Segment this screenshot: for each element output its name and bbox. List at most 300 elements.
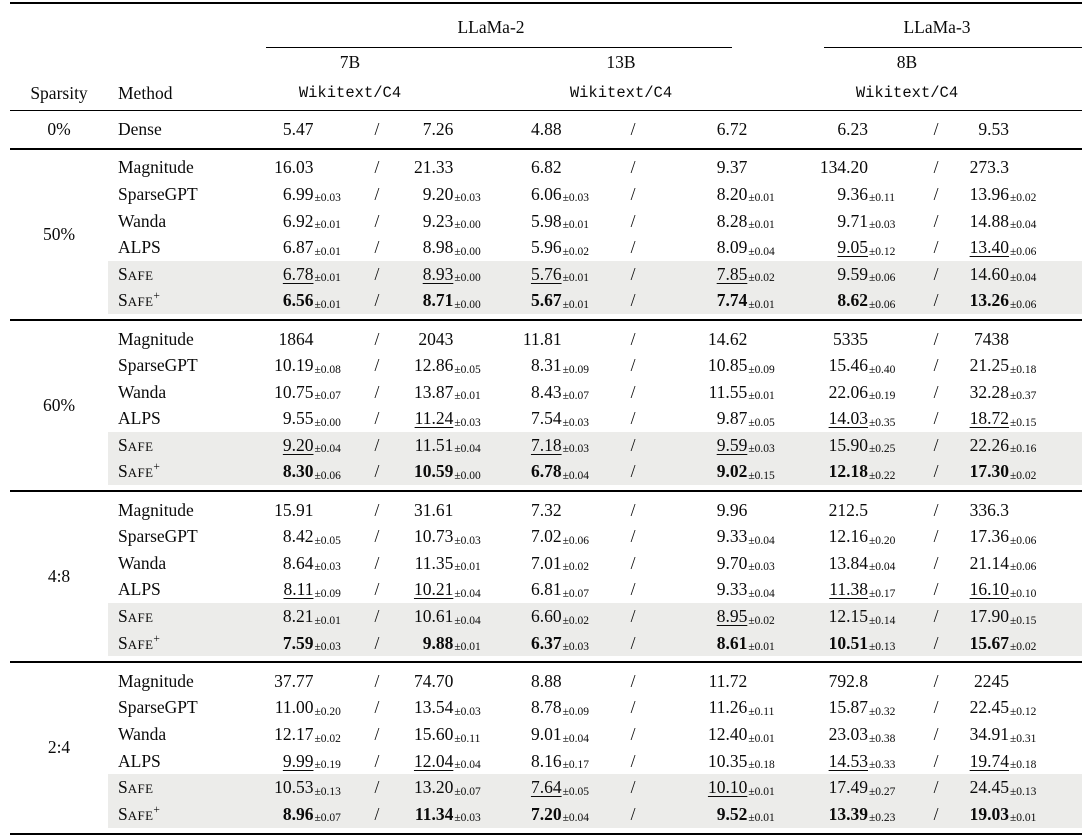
value-number: 8.88 [530, 670, 562, 691]
slash-separator: / [630, 777, 636, 798]
value-number: 11.72 [708, 670, 748, 691]
value-std: ±0.27 [869, 785, 896, 798]
method-cell: SAFE [118, 434, 154, 455]
value-std: ±0.09 [562, 705, 590, 718]
value-std: ±0.03 [454, 705, 481, 718]
value-number: 10.85 [707, 355, 748, 376]
value-number: 16.03 [274, 157, 314, 178]
value-std: ±0.01 [748, 192, 775, 205]
slash-separator: / [374, 697, 380, 718]
sparsity-block [10, 492, 1082, 662]
value-number: 12.17 [274, 724, 314, 745]
value-std: ±0.13 [314, 785, 341, 798]
block-rows [108, 111, 1082, 148]
value-number: 12.40 [707, 724, 748, 745]
value-group [490, 671, 792, 692]
value-number: 9.70 [716, 552, 748, 573]
value-number: 9.33 [716, 579, 748, 600]
method-cell: Magnitude [118, 499, 194, 520]
slash-separator: / [933, 290, 939, 311]
value-group [250, 435, 490, 456]
value-number: 22.26 [969, 434, 1009, 455]
metric-header-7b: Wikitext/C4 [298, 84, 402, 103]
value-std: ±0.06 [1010, 245, 1037, 258]
value-std: ±0.05 [562, 785, 590, 798]
slash-separator: / [374, 157, 380, 178]
slash-separator: / [374, 750, 380, 771]
metric-header-13b: Wikitext/C4 [569, 84, 673, 103]
value-std: ±0.11 [454, 732, 481, 745]
value-std: ±0.04 [748, 587, 775, 600]
value-number: 336.3 [969, 499, 1009, 520]
value-std: ±0.01 [748, 390, 775, 403]
slash-separator: / [374, 119, 380, 140]
slash-separator: / [933, 183, 939, 204]
value-number: 8.42 [282, 526, 314, 547]
value-number: 9.02 [716, 461, 748, 482]
value-number: 13.87 [413, 381, 454, 402]
value-group [792, 526, 1082, 547]
slash-separator: / [630, 803, 636, 824]
value-number: 8.78 [530, 697, 562, 718]
value-number: 14.60 [969, 263, 1009, 284]
value-group [490, 264, 792, 285]
value-group [792, 804, 1082, 825]
block-rows [108, 150, 1082, 320]
value-number: 2245 [974, 670, 1009, 691]
value-group [250, 671, 490, 692]
value-std: ±0.06 [1010, 298, 1037, 311]
value-std: ±0.03 [314, 641, 341, 654]
value-number: 11.55 [708, 381, 748, 402]
value-number: 10.53 [274, 777, 314, 798]
value-number: 9.37 [716, 157, 748, 178]
value-number: 24.45 [969, 777, 1009, 798]
value-group [792, 290, 1082, 311]
value-number: 273.3 [969, 157, 1009, 178]
value-number: 9.88 [422, 632, 454, 653]
value-group [490, 579, 792, 600]
slash-separator: / [374, 499, 380, 520]
method-cell: SAFE [118, 777, 154, 798]
value-group [250, 290, 490, 311]
table-row [108, 577, 1082, 604]
value-std: ±0.04 [562, 732, 590, 745]
value-number: 14.62 [707, 328, 748, 349]
value-number: 11.38 [829, 579, 868, 600]
value-number: 4.88 [530, 119, 562, 140]
value-number: 8.21 [282, 606, 314, 627]
sparsity-cell: 50% [42, 223, 76, 244]
table-row [108, 116, 1082, 143]
value-number: 9.99 [282, 750, 314, 771]
value-number: 9.01 [530, 724, 562, 745]
value-std: ±0.14 [869, 614, 896, 627]
value-std: ±0.01 [748, 785, 775, 798]
value-std: ±0.04 [748, 534, 775, 547]
value-group [490, 697, 792, 718]
value-group [490, 606, 792, 627]
value-group [490, 777, 792, 798]
sparsity-block [10, 111, 1082, 148]
method-cell: Magnitude [118, 328, 194, 349]
value-number: 11.00 [274, 697, 314, 718]
value-number: 8.71 [422, 290, 454, 311]
value-number: 16.10 [969, 579, 1009, 600]
value-number: 32.28 [969, 381, 1009, 402]
value-std: ±0.04 [454, 759, 481, 772]
method-cell: Dense [118, 119, 162, 140]
cmidrule-llama3 [824, 47, 1082, 48]
slash-separator: / [630, 697, 636, 718]
slash-separator: / [374, 606, 380, 627]
value-number: 9.52 [716, 803, 748, 824]
model-header-row [10, 4, 1082, 48]
value-number: 9.55 [282, 408, 314, 429]
value-group [250, 382, 490, 403]
header-spacer [10, 4, 250, 48]
value-std: ±0.07 [314, 812, 341, 825]
value-std: ±0.02 [1010, 641, 1037, 654]
table-row [108, 155, 1082, 182]
value-number: 14.53 [828, 750, 868, 771]
value-number: 7.02 [530, 526, 562, 547]
value-number: 9.59 [716, 434, 748, 455]
column-header-row [10, 76, 1082, 110]
value-number: 6.78 [530, 461, 562, 482]
size-header-row [10, 48, 1082, 76]
value-std: ±0.01 [314, 245, 341, 258]
value-number: 1864 [278, 328, 314, 349]
value-number: 134.20 [819, 157, 868, 178]
value-group [792, 408, 1082, 429]
value-std: ±0.38 [869, 732, 896, 745]
value-std: ±0.03 [748, 561, 775, 574]
value-number: 11.35 [414, 552, 454, 573]
table-row [108, 379, 1082, 406]
value-std: ±0.01 [314, 219, 341, 232]
value-std: ±0.22 [869, 469, 896, 482]
value-number: 11.24 [414, 408, 454, 429]
value-number: 34.91 [969, 724, 1009, 745]
value-group [250, 119, 490, 140]
value-number: 2043 [418, 328, 454, 349]
slash-separator: / [933, 355, 939, 376]
value-group [792, 777, 1082, 798]
value-group [250, 500, 490, 521]
value-std: ±0.18 [748, 759, 775, 772]
value-number: 21.33 [413, 157, 454, 178]
table-row [108, 550, 1082, 577]
value-number: 15.87 [828, 697, 868, 718]
slash-separator: / [374, 381, 380, 402]
value-std: ±0.01 [1010, 812, 1037, 825]
value-std: ±0.35 [869, 416, 896, 429]
value-std: ±0.04 [562, 812, 590, 825]
model-group-llama3 [792, 4, 1082, 48]
slash-separator: / [933, 328, 939, 349]
value-number: 8.61 [716, 632, 748, 653]
value-number: 9.33 [716, 526, 748, 547]
value-number: 8.93 [422, 263, 454, 284]
value-std: ±0.06 [1010, 534, 1037, 547]
value-std: ±0.11 [748, 705, 775, 718]
value-group [792, 435, 1082, 456]
slash-separator: / [630, 750, 636, 771]
value-number: 10.51 [828, 632, 868, 653]
value-std: ±0.06 [869, 298, 896, 311]
sparsity-cell: 0% [47, 119, 71, 140]
slash-separator: / [933, 499, 939, 520]
value-number: 17.30 [969, 461, 1009, 482]
value-number: 7.32 [530, 499, 562, 520]
slash-separator: / [630, 355, 636, 376]
value-std: ±0.01 [454, 390, 481, 403]
slash-separator: / [933, 606, 939, 627]
value-std: ±0.18 [1010, 759, 1037, 772]
value-number: 10.35 [707, 750, 748, 771]
value-number: 7.26 [422, 119, 454, 140]
value-number: 8.43 [530, 381, 562, 402]
slash-separator: / [933, 263, 939, 284]
value-number: 22.06 [828, 381, 868, 402]
value-std: ±0.05 [748, 416, 775, 429]
value-number: 13.20 [413, 777, 454, 798]
slash-separator: / [933, 777, 939, 798]
value-number: 7.85 [716, 263, 748, 284]
value-group [792, 633, 1082, 654]
value-std: ±0.33 [869, 759, 896, 772]
value-std: ±0.05 [454, 363, 481, 376]
value-number: 8.31 [530, 355, 562, 376]
slash-separator: / [374, 263, 380, 284]
slash-separator: / [630, 670, 636, 691]
results-table [10, 2, 1082, 835]
slash-separator: / [933, 381, 939, 402]
slash-separator: / [630, 237, 636, 258]
value-group [792, 382, 1082, 403]
value-number: 9.71 [837, 210, 868, 231]
value-std: ±0.17 [869, 587, 896, 600]
slash-separator: / [933, 408, 939, 429]
slash-separator: / [630, 210, 636, 231]
value-std: ±0.19 [314, 759, 341, 772]
table-row [108, 603, 1082, 630]
value-group [250, 355, 490, 376]
value-number: 18.72 [969, 408, 1009, 429]
value-std: ±0.20 [314, 705, 341, 718]
method-cell: SparseGPT [118, 697, 198, 718]
value-std: ±0.07 [562, 390, 590, 403]
value-number: 8.11 [283, 579, 314, 600]
value-group [792, 724, 1082, 745]
slash-separator: / [374, 724, 380, 745]
sparsity-block [10, 150, 1082, 320]
value-number: 8.98 [422, 237, 454, 258]
value-group [792, 751, 1082, 772]
value-std: ±0.04 [454, 443, 481, 456]
table-row [108, 352, 1082, 379]
value-number: 7.64 [530, 777, 562, 798]
value-number: 17.36 [969, 526, 1009, 547]
value-number: 14.88 [969, 210, 1009, 231]
table-row [108, 261, 1082, 288]
sparsity-block [10, 663, 1082, 833]
slash-separator: / [374, 670, 380, 691]
size-label-13b: 13B [606, 51, 636, 72]
value-std: ±0.02 [562, 614, 590, 627]
value-number: 7.74 [716, 290, 748, 311]
value-std: ±0.06 [1010, 561, 1037, 574]
value-std: ±0.00 [454, 245, 481, 258]
value-std: ±0.01 [562, 219, 590, 232]
value-number: 7.54 [530, 408, 562, 429]
value-group [490, 751, 792, 772]
value-group [792, 697, 1082, 718]
value-number: 21.25 [969, 355, 1009, 376]
value-group [250, 579, 490, 600]
value-std: ±0.15 [1010, 416, 1037, 429]
slash-separator: / [630, 526, 636, 547]
table-row [108, 234, 1082, 261]
value-number: 74.70 [413, 670, 454, 691]
slash-separator: / [374, 237, 380, 258]
method-cell: Wanda [118, 210, 167, 231]
value-std: ±0.15 [748, 469, 775, 482]
sparsity-cell: 60% [42, 395, 76, 415]
value-group [490, 329, 792, 350]
slash-separator: / [630, 328, 636, 349]
slash-separator: / [630, 434, 636, 455]
table-row [108, 181, 1082, 208]
value-group [792, 237, 1082, 258]
value-group [490, 435, 792, 456]
value-number: 5.67 [530, 290, 562, 311]
value-number: 17.49 [828, 777, 868, 798]
value-number: 9.53 [978, 119, 1009, 140]
value-std: ±0.01 [314, 272, 341, 285]
sparsity-column-header: Sparsity [30, 82, 88, 103]
value-group [490, 553, 792, 574]
value-number: 8.95 [716, 606, 748, 627]
value-std: ±0.01 [454, 641, 481, 654]
value-std: ±0.09 [562, 363, 590, 376]
value-number: 6.87 [282, 237, 314, 258]
method-cell: Wanda [118, 381, 167, 402]
value-group [490, 633, 792, 654]
value-std: ±0.00 [314, 416, 341, 429]
value-std: ±0.01 [562, 298, 590, 311]
value-std: ±0.07 [454, 785, 481, 798]
slash-separator: / [933, 724, 939, 745]
value-std: ±0.06 [869, 272, 896, 285]
value-std: ±0.08 [314, 363, 341, 376]
value-number: 6.37 [530, 632, 562, 653]
value-std: ±0.09 [748, 363, 775, 376]
value-group [250, 804, 490, 825]
value-std: ±0.20 [869, 534, 896, 547]
value-std: ±0.02 [314, 732, 341, 745]
value-std: ±0.04 [562, 469, 590, 482]
slash-separator: / [933, 803, 939, 824]
slash-separator: / [933, 750, 939, 771]
value-number: 21.14 [969, 552, 1009, 573]
value-number: 9.59 [837, 263, 868, 284]
value-group [490, 184, 792, 205]
value-group [490, 804, 792, 825]
value-std: ±0.07 [314, 390, 341, 403]
table-row [108, 459, 1082, 486]
value-std: ±0.02 [562, 561, 590, 574]
slash-separator: / [374, 803, 380, 824]
value-std: ±0.05 [314, 534, 341, 547]
value-group [250, 329, 490, 350]
value-group [250, 724, 490, 745]
table-row [108, 288, 1082, 315]
value-number: 23.03 [828, 724, 868, 745]
value-number: 13.54 [413, 697, 454, 718]
value-number: 8.20 [716, 183, 748, 204]
value-group [250, 697, 490, 718]
sparsity-block [10, 321, 1082, 491]
block-rows [108, 663, 1082, 833]
value-std: ±0.31 [1010, 732, 1037, 745]
slash-separator: / [630, 183, 636, 204]
value-group [792, 211, 1082, 232]
value-group [490, 724, 792, 745]
slash-separator: / [630, 119, 636, 140]
slash-separator: / [630, 606, 636, 627]
value-std: ±0.01 [748, 732, 775, 745]
value-std: ±0.04 [454, 614, 481, 627]
value-std: ±0.01 [314, 614, 341, 627]
slash-separator: / [933, 697, 939, 718]
value-group [792, 606, 1082, 627]
value-std: ±0.17 [562, 759, 590, 772]
value-group [250, 211, 490, 232]
slash-separator: / [630, 290, 636, 311]
value-std: ±0.03 [314, 192, 341, 205]
value-std: ±0.03 [454, 812, 481, 825]
value-number: 17.90 [969, 606, 1009, 627]
value-number: 6.60 [530, 606, 562, 627]
value-number: 15.67 [969, 632, 1009, 653]
value-std: ±0.07 [562, 587, 590, 600]
value-number: 8.62 [837, 290, 868, 311]
value-std: ±0.04 [454, 587, 481, 600]
value-group [490, 237, 792, 258]
value-group [250, 777, 490, 798]
slash-separator: / [630, 408, 636, 429]
value-number: 12.18 [828, 461, 868, 482]
value-number: 10.21 [413, 579, 454, 600]
table-row [108, 774, 1082, 801]
value-number: 6.72 [716, 119, 748, 140]
value-std: ±0.02 [562, 245, 590, 258]
cmidrule-llama2 [266, 47, 732, 48]
value-std: ±0.04 [314, 443, 341, 456]
model-group-llama2 [250, 4, 792, 48]
value-number: 19.03 [969, 803, 1009, 824]
value-std: ±0.04 [869, 561, 896, 574]
slash-separator: / [630, 724, 636, 745]
slash-separator: / [933, 579, 939, 600]
method-column-header: Method [118, 82, 173, 103]
value-std: ±0.18 [1010, 363, 1037, 376]
value-std: ±0.04 [748, 245, 775, 258]
value-group [250, 184, 490, 205]
method-cell: ALPS [118, 750, 161, 771]
